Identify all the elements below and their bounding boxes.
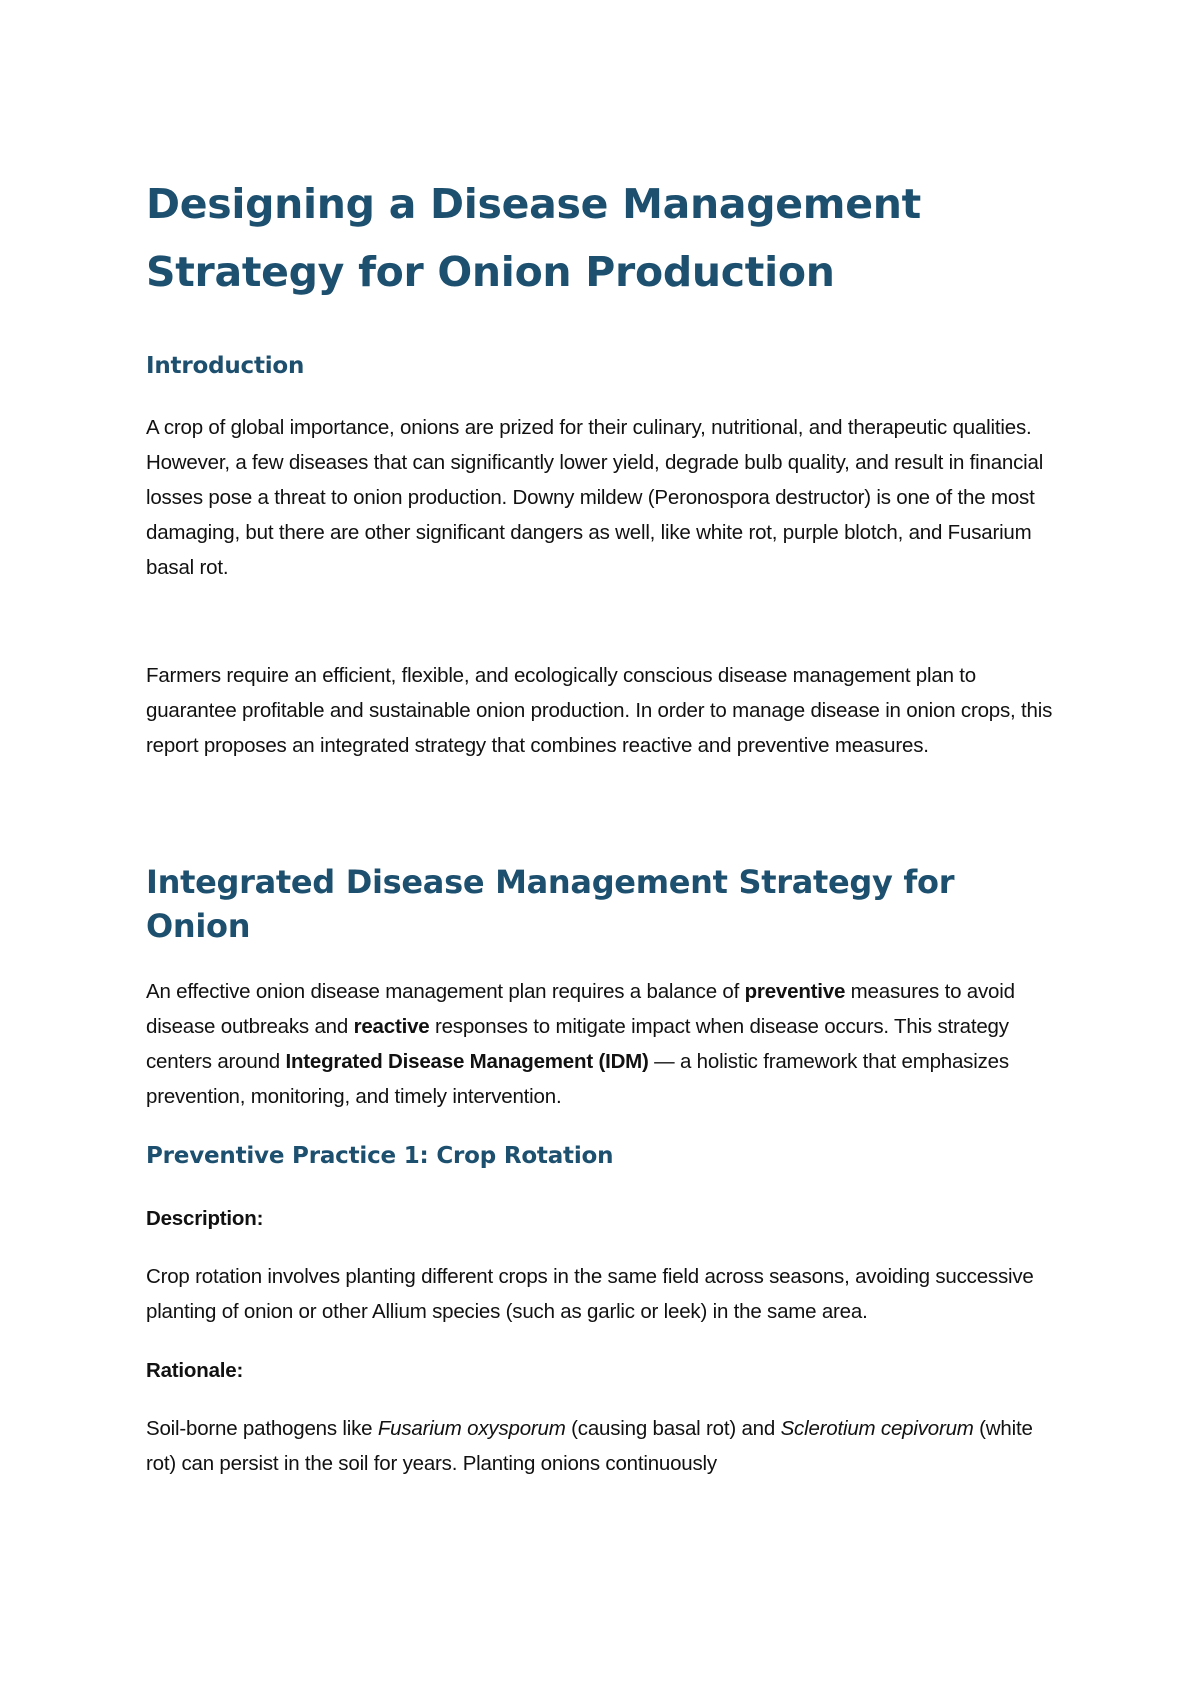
strategy-heading: Integrated Disease Management Strategy for Onion bbox=[146, 863, 955, 945]
rationale-text-3: (white rot) can persist in the soil for years. Planting onions continuously bbox=[146, 1417, 1033, 1475]
strategy-paragraph bbox=[146, 974, 1056, 1114]
description-label: Description: bbox=[146, 1207, 264, 1230]
introduction-paragraph-1: A crop of global importance, onions are prized for their culinary, nutritional, and therapeutic qualities. However, a few diseases that can significantly lower yield, degrade bulb quality, and result in financial losses pose a threat to onion production. Downy mildew (Peronospora destructor) is one of the most damaging, but there are other significant dangers as well, like white rot, purple blotch, and Fusarium basal rot. bbox=[146, 416, 1044, 579]
strategy-text-4: — a holistic framework that emphasizes prevention, monitoring, and timely intervention. bbox=[146, 1050, 1009, 1108]
rationale-label: Rationale: bbox=[146, 1359, 244, 1382]
strategy-text-2: measures to avoid disease outbreaks and bbox=[146, 980, 1015, 1038]
strategy-text-3: responses to mitigate impact when disease occurs. This strategy centers around bbox=[146, 1015, 1009, 1073]
rationale-text-2: (causing basal rot) and bbox=[565, 1417, 781, 1440]
strategy-bold-reactive: reactive bbox=[353, 1015, 430, 1038]
strategy-text-1: An effective onion disease management plan requires a balance of bbox=[146, 980, 745, 1003]
document-title-line1: Designing a Disease Management bbox=[146, 180, 921, 228]
rationale-italic-fusarium: Fusarium oxysporum bbox=[377, 1417, 566, 1440]
introduction-paragraph-2: Farmers require an efficient, flexible, and ecologically conscious disease management plan to guarantee profitable and sustainable onion production. In order to manage disease in onion crops, this report proposes an integrated strategy that combines reactive and preventive measures. bbox=[146, 664, 1053, 757]
rationale-text-1: Soil-borne pathogens like bbox=[146, 1417, 378, 1440]
document-title bbox=[146, 170, 1056, 306]
document-title-line2: Strategy for Onion Production bbox=[146, 248, 835, 296]
introduction-heading: Introduction bbox=[146, 353, 305, 379]
strategy-bold-preventive: preventive bbox=[744, 980, 846, 1003]
document-page bbox=[146, 170, 1056, 1481]
rationale-italic-sclerotium: Sclerotium cepivorum bbox=[780, 1417, 974, 1440]
description-text: Crop rotation involves planting different crops in the same field across seasons, avoiding successive planting of onion or other Allium species (such as garlic or leek) in the same area. bbox=[146, 1265, 1034, 1323]
strategy-bold-idm: Integrated Disease Management (IDM) bbox=[285, 1050, 649, 1073]
practice1-heading: Preventive Practice 1: Crop Rotation bbox=[146, 1143, 614, 1169]
rationale-text bbox=[146, 1411, 1056, 1481]
